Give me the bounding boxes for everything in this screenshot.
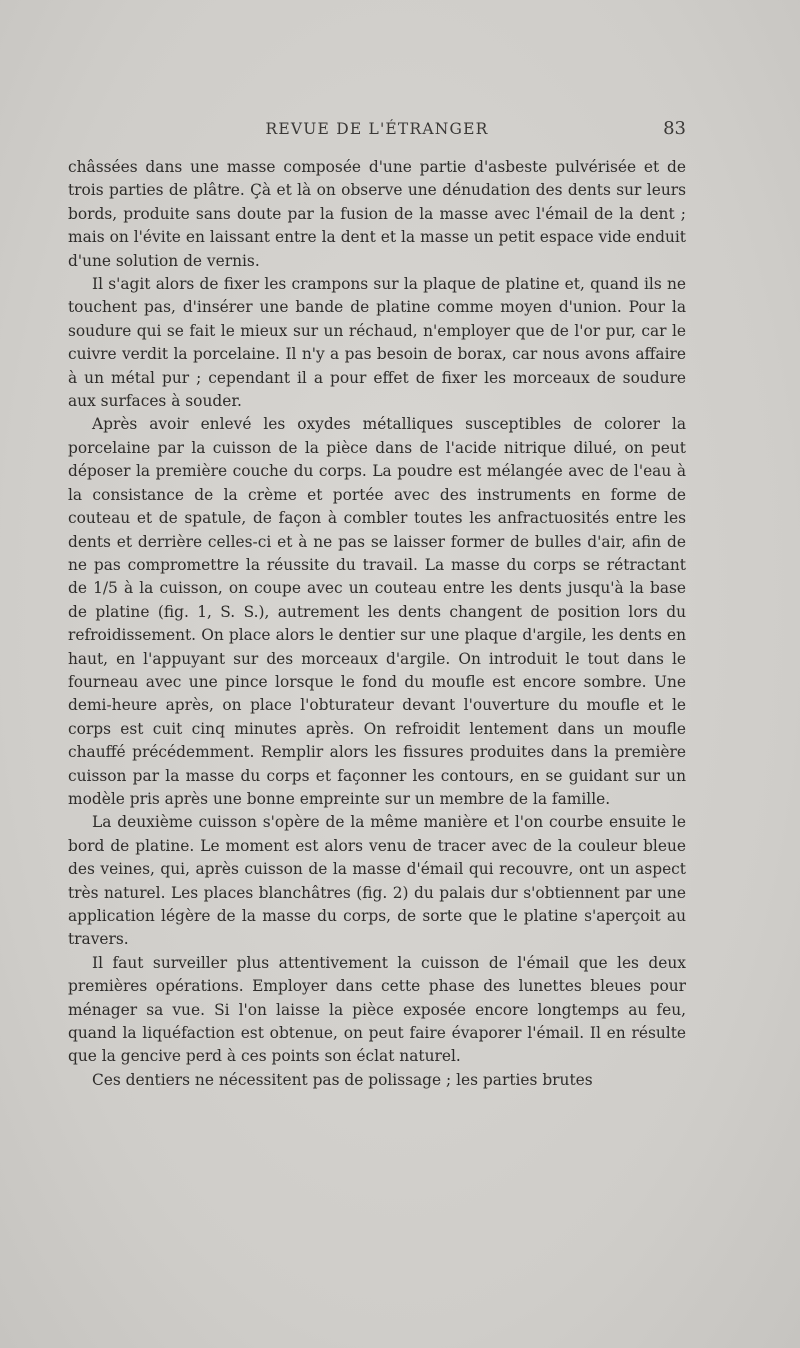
paragraph: Ces dentiers ne nécessitent pas de polissage ; les parties brutes <box>92 1070 593 1089</box>
body-text <box>68 156 686 1092</box>
paragraph: La deuxième cuisson s'opère de la même manière et l'on courbe ensuite le bord de platine. Le moment est alors venu de tracer avec de la couleur bleue des veines, qui, après cuisson de la masse d'émail qui recouvre, ont un aspect très naturel. Les places blanchâtres (fig. 2) du palais dur s'obtiennent par une application légère de la masse du corps, de sorte que le platine s'aperçoit au travers. <box>68 813 686 949</box>
running-head <box>68 120 686 148</box>
paragraph: Il s'agit alors de fixer les crampons sur la plaque de platine et, quand ils ne touchent pas, d'insérer une bande de platine comme moyen d'union. Pour la soudure qui se fait le mieux sur un réchaud, n'employer que de l'or pur, car le cuivre verdit la porcelaine. Il n'y a pas besoin de borax, car nous avons affaire à un métal pur ; cependant il a pour effet de fixer les morceaux de soudure aux surfaces à souder. <box>68 275 686 411</box>
page-number: 83 <box>663 118 686 139</box>
paragraph: Il faut surveiller plus attentivement la cuisson de l'émail que les deux premières opérations. Employer dans cette phase des lunettes bleues pour ménager sa vue. Si l'on laisse la pièce exposée encore longtemps au feu, quand la liquéfaction est obtenue, on peut faire évaporer l'émail. Il en résulte que la gencive perd à ces points son éclat naturel. <box>68 953 686 1066</box>
paragraph: Après avoir enlevé les oxydes métalliques susceptibles de colorer la porcelaine par la cuisson de la pièce dans de l'acide nitrique dilué, on peut déposer la première couche du corps. La poudre est mélangée avec de l'eau à la consistance de la crème et portée avec des instruments en forme de couteau et de spatule, de façon à combler toutes les anfractuosités entre les dents et derrière celles-ci et à ne pas se laisser former de bulles d'air, afin de ne pas compromettre la réussite du travail. La masse du corps se rétractant de 1/5 à la cuisson, on coupe avec un couteau entre les dents jusqu'à la base de platine (fig. 1, S. S.), autrement les dents changent de position lors du refroidissement. On place alors le dentier sur une plaque d'argile, les dents en haut, en l'appuyant sur des morceaux d'argile. On introduit le tout dans le fourneau avec une pince lorsque le fond du moufle est encore sombre. Une demi-heure après, on place l'obturateur devant l'ouverture du moufle et le corps est cuit cinq minutes après. On refroidit lentement dans un moufle chauffé précédemment. Remplir alors les fissures produites dans la première cuisson par la masse du corps et façonner les contours, en se guidant sur un modèle pris après une bonne empreinte sur un membre de la famille. <box>68 415 686 808</box>
paragraph: châssées dans une masse composée d'une partie d'asbeste pulvérisée et de trois parties de plâtre. Çà et là on observe une dénudation des dents sur leurs bords, produite sans doute par la fusion de la masse avec l'émail de la dent ; mais on l'évite en laissant entre la dent et la masse un petit espace vide enduit d'une solution de vernis. <box>68 158 686 270</box>
running-title: REVUE DE L'ÉTRANGER <box>265 120 489 138</box>
